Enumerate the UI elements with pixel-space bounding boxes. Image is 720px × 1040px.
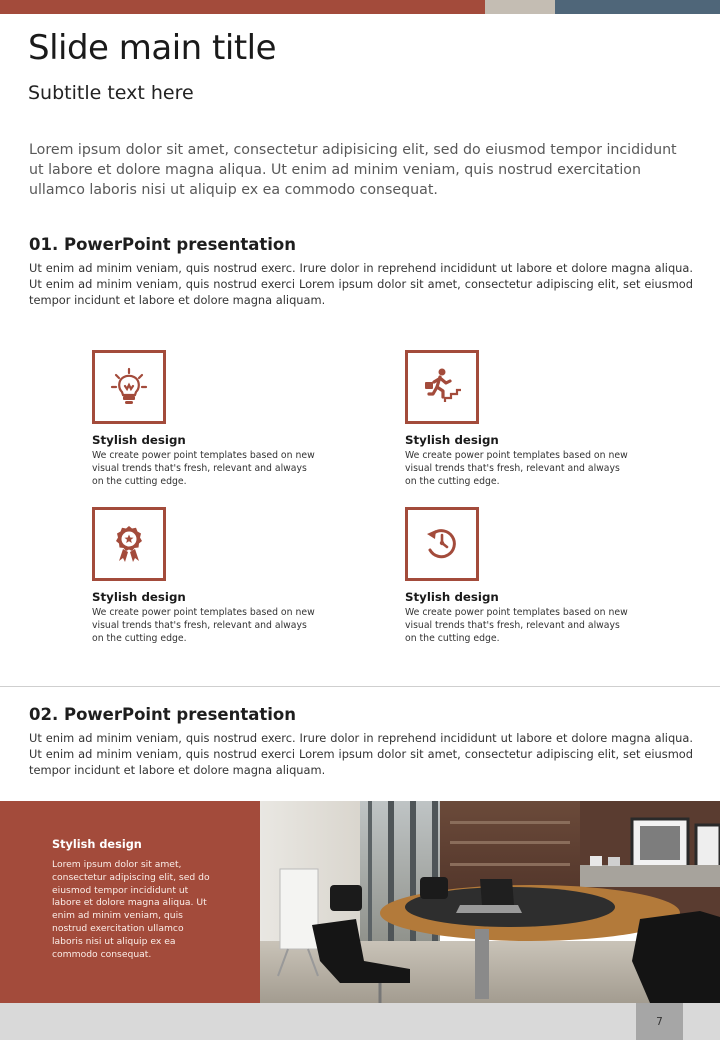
feature-description: We create power point templates based on new visual trends that's fresh, relevant and always on the cutting edge.	[92, 450, 315, 487]
top-bar-accent-segment	[0, 0, 485, 14]
feature-title: Stylish design	[405, 433, 499, 447]
meeting-room-photo	[260, 801, 720, 1003]
page-number: 7	[636, 1003, 683, 1040]
feature-description: We create power point templates based on new visual trends that's fresh, relevant and always on the cutting edge.	[405, 607, 628, 644]
top-bar-beige-segment	[485, 0, 555, 14]
feature-title: Stylish design	[405, 590, 499, 604]
highlight-panel-body: Lorem ipsum dolor sit amet, consectetur adipiscing elit, sed do eiusmod tempor incididunt ut labore et dolore magna aliqua. Ut enim ad minim veniam, quis nostrud exercitation ullamco laboris nisi ut aliquip ex ea commodo consequat.	[52, 859, 210, 960]
feature-icon-box	[92, 507, 166, 581]
footer-bar	[0, 1003, 720, 1040]
meeting-room-illustration	[260, 801, 720, 1003]
clock-refresh-icon	[421, 523, 463, 565]
feature-description: We create power point templates based on new visual trends that's fresh, relevant and always on the cutting edge.	[92, 607, 315, 644]
page-subtitle: Subtitle text here	[28, 82, 194, 104]
lightbulb-icon	[108, 366, 150, 408]
feature-icon-box	[92, 350, 166, 424]
running-stairs-icon	[421, 366, 463, 408]
section-2-body: Ut enim ad minim veniam, quis nostrud exerc. Irure dolor in reprehend incididunt ut labore et dolore magna aliqua. Ut enim ad minim veniam, quis nostrud exerci Lorem ipsum dolor sit amet, consectetur adipiscing elit, set eiusmod tempor incidunt et labore et dolore magna aliquam.	[29, 731, 693, 778]
highlight-panel-title: Stylish design	[52, 838, 142, 851]
feature-title: Stylish design	[92, 590, 186, 604]
section-1-title: 01. PowerPoint presentation	[29, 235, 296, 254]
section-divider	[0, 686, 720, 687]
feature-card	[92, 507, 332, 645]
feature-title: Stylish design	[92, 433, 186, 447]
feature-icon-box	[405, 350, 479, 424]
page-title: Slide main title	[28, 28, 277, 68]
feature-description: We create power point templates based on new visual trends that's fresh, relevant and always on the cutting edge.	[405, 450, 628, 487]
award-badge-icon	[108, 523, 150, 565]
section-2-title: 02. PowerPoint presentation	[29, 705, 296, 724]
feature-card	[405, 507, 645, 645]
section-1-body: Ut enim ad minim veniam, quis nostrud exerc. Irure dolor in reprehend incididunt ut labore et dolore magna aliqua. Ut enim ad minim veniam, quis nostrud exerci Lorem ipsum dolor sit amet, consectetur adipiscing elit, set eiusmod tempor incidunt et labore et dolore magna aliquam.	[29, 261, 693, 308]
feature-card	[405, 350, 645, 488]
feature-card	[92, 350, 332, 488]
feature-icon-box	[405, 507, 479, 581]
intro-paragraph: Lorem ipsum dolor sit amet, consectetur adipisicing elit, sed do eiusmod tempor incididunt ut labore et dolore magna aliqua. Ut enim ad minim veniam, quis nostrud exercitation ullamco laboris nisi ut aliquip ex ea commodo consequat.	[29, 142, 677, 198]
top-bar-slate-segment	[555, 0, 720, 14]
top-color-bar	[0, 0, 720, 14]
highlight-panel	[0, 801, 260, 1003]
